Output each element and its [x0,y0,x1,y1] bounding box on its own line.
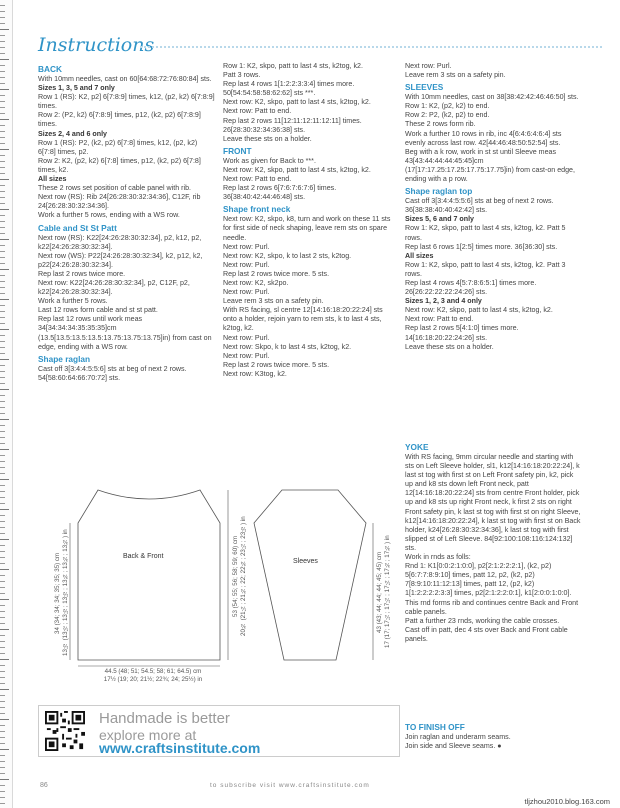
title-divider [140,46,602,48]
watermark: tljzhou2010.blog.163.com [524,797,610,806]
advert-url-link[interactable]: www.craftsinstitute.com [99,740,261,756]
instruction-text: Rep last 2 rows twice more. [38,269,126,278]
section-heading: Shape raglan [38,353,91,364]
instruction-text: Join raglan and underarm seams. [405,733,511,741]
instruction-text: Work as given for Back to ***. [223,156,316,165]
instruction-text: Rep last 6 rows 1[2:5] times more. 36[36:30] sts. [405,242,558,251]
instruction-text: Cast off 3[3:4:4:5:5:6] sts at beg of next 2 rows. 54[58:60:64:66:70:72] sts. [38,364,187,382]
sleeve-length-in: 17 (17; 17¼; 17¼; 17¼; 17¾; 17¾) in [384,535,391,649]
instruction-text: Work in rnds as folls: [405,553,471,562]
section-heading: Shape raglan top [405,186,473,197]
instruction-text: Leave rem 3 sts on a safety pin. [405,71,506,80]
instruction-text: Rep last 2 rows 6[7:6:7:6:7:6] times. 36[38:40:42:44:46:48] sts. [223,184,337,202]
section-heading: FRONT [223,145,252,156]
instruction-text: Patt a further 23 rnds, working the cable crosses. [405,616,560,625]
instruction-text: Work a further 5 rows, ending with a WS row. [38,211,180,220]
instruction-text: Next row: K22[24:26:28:30:32:34], p2, C12F, p2, k22[24:26:28:30:32:34]. [38,278,190,297]
back-front-label: Back & Front [123,553,164,560]
instruction-text: Leave these sts on a holder. [223,134,312,143]
instruction-text: Rep last 4 rows 1[1:2:2:3:3:4] times more. 50[54:54:58:58:62:62] sts ***. [223,80,355,98]
instruction-text: Rep last 2 rows 5[4:1:0] times more. 14[16:18:20:22:24:26] sts. [405,324,519,342]
back-front-outline [78,490,220,660]
page-title: Instructions [38,34,155,56]
instruction-text: Next row: Patt to end. [405,315,474,324]
instruction-text: Cast off in patt, dec 4 sts over Back and Front cable panels. [405,625,568,643]
instruction-text: Next row (RS): K22[24:26:28:30:32:34], p2, k12, p2, k22[24:26:28:30:32:34]. [38,233,202,251]
instruction-text: Cast off 3[3:4:4:5:5:6] sts at beg of next 2 rows. 36[38:38:40:40:42:42] sts. [405,197,554,215]
instruction-text: Row 1: K2, skpo, patt to last 4 sts, k2tog, k2. [223,62,363,70]
instruction-text: Rnd 1: K1[0:0:2:1:0:0], p2[2:1:2:2:2:1], (k2, p2) 5[6:7:7:8:9:10] times, patt 12, p2, (k2, p2) 7[8:9:10:11:12:13] times, patt 12, (p2, k2) 1[1:2:2:2:2:3:3] times, p2[2:1:2:2:0:1], k1[2:0:0:1:0:0]. [405,562,572,598]
section-heading: Shape front neck [223,204,291,215]
instruction-text: Rep last 2 rows twice more. 5 sts. [223,360,330,369]
size-subheading: Sizes 1, 2, 3 and 4 only [405,297,482,306]
instruction-text: Rep last 2 rows 11[12:11:12:11:12:11] times. 26[28:30:32:34:36:38] sts. [223,116,362,134]
section-heading: SLEEVES [405,82,444,93]
instruction-text: Beg with a k row, work in st st until Sleeve meas 43[43:44:44:44:45:45]cm (17[17:17.25:17.25:17.75:17.75]in) from cast-on edge, ending with a p row. [405,147,575,184]
schematic-svg [38,478,398,688]
instruction-text: Next row: Purl. [405,62,452,70]
instruction-text: Next row (WS): P22[24:26:28:30:32:34], k2, p12, k2, p22[24:26:28:30:32:34]. [38,251,203,269]
section-heading: YOKE [405,442,429,452]
raglan-in: 20¾ (21¼; 21¾; 22; 22¾; 23¼; 23½) in [240,516,247,636]
instruction-text: Next row: K2, skpo, patt to last 4 sts, k2tog, k2. [405,306,553,315]
section-heading: Cable and St St Patt [38,222,117,233]
section-heading: TO FINISH OFF [405,722,465,732]
instruction-text: Next row: K3tog, k2. [223,369,287,378]
instruction-text: Next row: K2, skpo, k to last 2 sts, k2tog. [223,251,352,260]
instruction-text: Row 2: (P2, k2) 6[7:8:9] times, p12, (k2, p2) 6[7:8:9] times. [38,111,201,129]
instruction-text: Row 1 (RS): K2, p2] 6[7:8:9] times, k12, (p2, k2) 6[7:8:9] times. [38,93,215,111]
back-width-in: 17½ (19; 20; 21½; 22¾; 24; 25½) in [103,676,203,683]
instruction-text: Join side and Sleeve seams. ● [405,742,502,751]
column-finish [405,720,583,751]
instruction-text: Leave these sts on a holder. [405,342,494,351]
instruction-text: Last 12 rows form cable and st st patt. [38,306,158,315]
schematic-diagrams [38,478,398,688]
instruction-text: Row 1 (RS): P2, (k2, p2) 6[7:8] times, k12, (p2, k2) 6[7:8] times, p2. [38,138,198,156]
instruction-text: These 2 rows set position of cable panel with rib. [38,184,191,193]
instruction-text: Next row: K2, skpo, k8, turn and work on these 11 sts for first side of neck shaping, leave rem sts on spare needle. [223,215,391,242]
instruction-text: Work a further 5 rows. [38,297,108,306]
back-height-in: 13½ (13½; 13½; 13½; 13¾; 13¾; 13¾) in [62,529,69,657]
qr-code-icon[interactable] [45,711,85,751]
size-subheading: All sizes [38,175,67,184]
instruction-text: Next row: Purl. [223,333,270,342]
section-heading: BACK [38,64,62,74]
footer-subscribe: to subscribe visit www.craftsinstitute.com [210,782,370,789]
sleeve-length-cm: 43 (43; 44; 44; 44; 45; 45) cm [376,551,383,633]
size-subheading: All sizes [405,251,434,260]
column-back [38,62,215,383]
instruction-text: Work a further 10 rows in rib, inc 4[6:4:6:4:6:4] sts evenly across last row. 42[44:46:48:50:52:54] sts. [405,129,562,147]
size-subheading: Sizes 5, 6 and 7 only [405,215,474,224]
size-subheading: Sizes 2, 4 and 6 only [38,129,107,138]
instruction-text: Row 1: K2, skpo, patt to last 4 sts, k2tog, k2. Patt 3 rows. [405,260,566,278]
advert-explore: explore more at [99,727,197,743]
instruction-text: Next row (RS): Rib 24[26:28:30:32:34:36], C12F, rib 24[26:28:30:32:34:36]. [38,193,201,211]
ruler-major-ticks [0,0,9,808]
instruction-text: Row 1: K2, skpo, patt to last 4 sts, k2tog, k2. Patt 5 rows. [405,224,566,242]
instruction-text: Next row: Skpo, k to last 4 sts, k2tog, k2. [223,342,352,351]
instruction-text: Next row: Purl. [223,351,270,360]
back-width-cm: 44.5 (48; 51; 54.5; 58; 61; 64.5) cm [104,668,202,675]
raglan-cm: 53 (54; 55; 56; 58; 59; 60) cm [232,535,239,617]
instruction-text: Next row: K2, skpo, patt to last 4 sts, k2tog, k2. [223,98,371,107]
instruction-text: Next row: Patt to end. [223,175,292,184]
instruction-text: With RS facing, sl centre 12[14:16:18:20:22:24] sts onto a holder, rejoin yarn to rem sts, k to last 4 sts, k2tog, k2. [223,306,383,333]
page-number: 86 [40,782,48,789]
instruction-text: Leave rem 3 sts on a safety pin. [223,297,324,306]
instruction-text: With RS facing, 9mm circular needle and starting with sts on Left Sleeve holder, sl1, k12[14:16:18:20:22:24], k last st tog with first st on Left Front safety pin, k2, pick up and k8 sts down left Front neck, patt 12[14:16:18:20:22:24] sts from centre Front holder, pick up and k8 sts up right Front neck, k first 2 sts on right Front safety pin, k last st tog with first st on right Sleeve, k12[14:16:18:20:22:24], k last st tog with first st on Back holder, k24[26:28:30:32:34:36], k last st tog with first slipped st of Left Sleeve. 84[92:100:108:116:124:132] sts. [405,453,581,552]
instruction-text: Next row: K2, sk2po. [223,278,289,287]
instruction-text: With 10mm needles, cast on 38[38:42:42:46:46:50] sts. [405,93,579,102]
instruction-text: Row 2: P2, (k2, p2) to end. [405,111,490,120]
instruction-text: Patt 3 rows. [223,71,261,80]
instruction-text: Next row: Purl. [223,288,270,297]
size-subheading: Sizes 1, 3, 5 and 7 only [38,84,115,93]
instruction-text: Rep last 12 rows until work meas 34[34:34:34:35:35:35]cm (13.5[13.5:13.5:13.5:13.75:13.75:13.75]in) from cast on edge, ending with a WS row. [38,315,212,351]
instruction-text: Next row: Purl. [223,260,270,269]
instruction-text: These 2 rows form rib. [405,120,476,129]
instruction-text: Row 2: K2, (p2, k2) 6[7:8] times, p12, (k2, p2) 6[7:8] times, k2. [38,156,201,174]
sleeves-label: Sleeves [293,558,318,565]
instruction-text: Rep last 2 rows twice more. 5 sts. [223,269,330,278]
sleeve-outline [254,490,366,660]
instruction-text: This rnd forms rib and continues centre Back and Front cable panels. [405,598,579,616]
advert-tagline: Handmade is better [99,710,230,727]
instruction-text: Next row: Patt to end. [223,107,292,116]
instruction-text: With 10mm needles, cast on 60[64:68:72:76:80:84] sts. [38,75,212,83]
column-front [223,62,398,379]
instruction-text: Next row: K2, skpo, patt to last 4 sts, k2tog, k2. [223,165,371,174]
back-height-cm: 34 (34; 34; 34; 35; 35; 35) cm [54,552,61,634]
instruction-text: Row 1: K2, (p2, k2) to end. [405,102,490,111]
page-ruler [0,0,13,808]
column-yoke [405,440,583,644]
column-sleeves [405,62,583,352]
instruction-text: Rep last 4 rows 4[5:7:8:6:5:1] times more. 26[26:22:22:22:24:26] sts. [405,278,537,297]
instruction-text: Next row: Purl. [223,242,270,251]
advert-box[interactable] [38,705,400,757]
